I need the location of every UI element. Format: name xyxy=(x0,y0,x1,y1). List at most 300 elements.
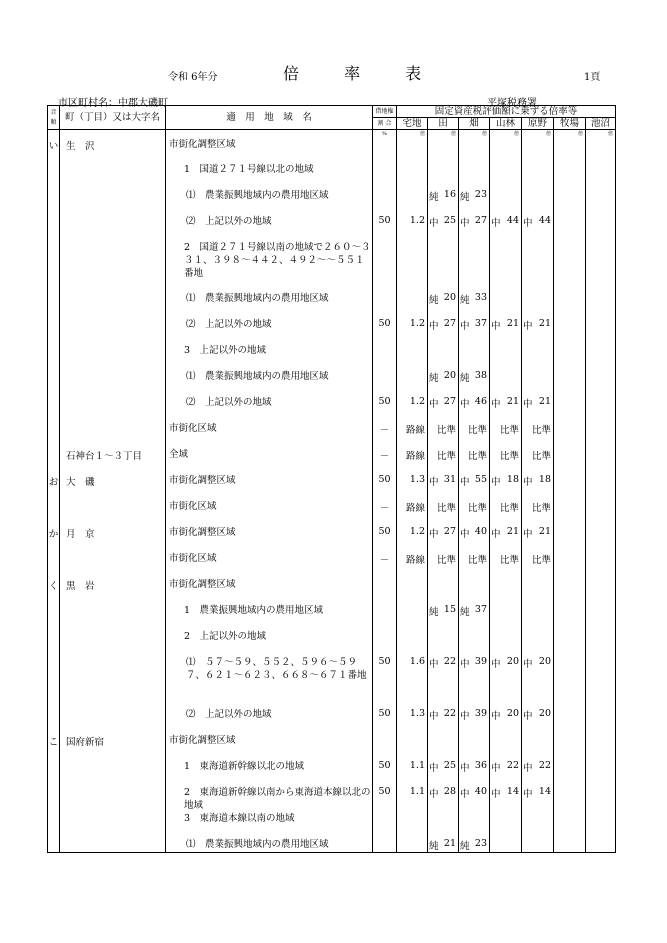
paddy-cell-prefix: 中 xyxy=(429,659,439,670)
leasehold-cell: 50 xyxy=(373,708,397,734)
wilderness-cell xyxy=(522,786,554,812)
forest-cell-prefix: 中 xyxy=(491,789,501,800)
pond-cell xyxy=(586,812,616,838)
table-row xyxy=(48,138,616,163)
area-cell: 市街化調整区域 xyxy=(166,474,373,500)
forest-header: 山林 xyxy=(490,118,522,130)
leasehold-cell xyxy=(373,630,397,656)
forest-cell xyxy=(490,474,522,500)
kana-cell: お xyxy=(48,474,60,500)
wilderness-cell xyxy=(522,734,554,760)
field-cell-prefix: 中 xyxy=(460,659,470,670)
forest-cell-prefix: 中 xyxy=(491,711,501,722)
kana-cell xyxy=(48,396,60,422)
field-cell xyxy=(459,189,490,215)
town-cell: 黒 岩 xyxy=(60,578,166,604)
multiplier-table xyxy=(47,105,616,853)
wilderness-cell-prefix: 中 xyxy=(523,477,533,488)
pasture-cell xyxy=(554,344,586,370)
leasehold-cell xyxy=(373,292,397,318)
field-cell xyxy=(459,656,490,708)
pond-cell xyxy=(586,526,616,552)
forest-cell-value: 21 xyxy=(506,526,519,537)
paddy-cell-value: 比準 xyxy=(436,425,456,436)
kana-cell xyxy=(48,786,60,812)
wilderness-cell xyxy=(522,241,554,292)
paddy-cell-prefix: 中 xyxy=(429,763,439,774)
wilderness-cell xyxy=(522,318,554,344)
wilderness-cell xyxy=(522,292,554,318)
field-cell-value: 55 xyxy=(474,474,487,485)
field-cell xyxy=(459,526,490,552)
field-cell-prefix: 中 xyxy=(460,763,470,774)
wilderness-cell-value: 21 xyxy=(538,318,551,329)
table-row xyxy=(48,344,616,370)
forest-cell xyxy=(490,734,522,760)
field-cell xyxy=(459,138,490,163)
field-cell-prefix: 中 xyxy=(460,321,470,332)
residential-cell: 1.3 xyxy=(397,474,428,500)
leasehold-cell xyxy=(373,370,397,396)
field-cell-value: 40 xyxy=(474,526,487,537)
leasehold-cell xyxy=(373,241,397,292)
table-row xyxy=(48,656,616,708)
residential-cell xyxy=(397,163,428,189)
town-cell xyxy=(60,163,166,189)
pasture-cell xyxy=(554,422,586,448)
field-cell-value: 40 xyxy=(474,786,487,797)
paddy-cell xyxy=(428,163,459,189)
area-cell: ⑵ 上記以外の地域 xyxy=(166,708,373,734)
forest-cell xyxy=(490,786,522,812)
forest-cell xyxy=(490,630,522,656)
pasture-cell xyxy=(554,241,586,292)
pond-cell xyxy=(586,838,616,852)
forest-cell xyxy=(490,163,522,189)
forest-cell-value: 14 xyxy=(506,786,519,797)
pasture-cell xyxy=(554,318,586,344)
paddy-cell xyxy=(428,760,459,786)
paddy-cell xyxy=(428,630,459,656)
paddy-cell xyxy=(428,708,459,734)
paddy-cell xyxy=(428,786,459,812)
area-cell: ⑴ 農業振興地域内の農用地区域 xyxy=(166,292,373,318)
paddy-cell-prefix: 純 xyxy=(429,373,439,384)
forest-cell xyxy=(490,318,522,344)
wilderness-cell xyxy=(522,760,554,786)
kana-cell xyxy=(48,838,60,852)
pond-cell xyxy=(586,318,616,344)
field-cell xyxy=(459,708,490,734)
paddy-cell-prefix: 中 xyxy=(429,711,439,722)
wilderness-cell-prefix: 中 xyxy=(523,711,533,722)
unit-x: 倍 xyxy=(397,130,428,139)
wilderness-cell-value: 21 xyxy=(538,396,551,407)
forest-cell xyxy=(490,215,522,241)
pond-cell xyxy=(586,370,616,396)
wilderness-cell xyxy=(522,370,554,396)
pond-cell xyxy=(586,630,616,656)
residential-cell: 路線 xyxy=(397,500,428,526)
field-cell-prefix: 中 xyxy=(460,789,470,800)
wilderness-cell-value: 22 xyxy=(538,760,551,771)
pond-cell xyxy=(586,474,616,500)
area-cell: 全域 xyxy=(166,448,373,474)
area-cell: 市街化調整区域 xyxy=(166,734,373,760)
forest-cell-value: 22 xyxy=(506,760,519,771)
kana-cell xyxy=(48,760,60,786)
pond-cell xyxy=(586,189,616,215)
wilderness-cell xyxy=(522,552,554,578)
paddy-cell xyxy=(428,734,459,760)
table-row xyxy=(48,630,616,656)
paddy-cell-value: 比準 xyxy=(436,555,456,566)
pond-header: 池沼 xyxy=(586,118,616,130)
forest-cell-prefix: 中 xyxy=(491,659,501,670)
residential-cell: 1.2 xyxy=(397,396,428,422)
leasehold-cell: 50 xyxy=(373,396,397,422)
field-cell-prefix: 中 xyxy=(460,529,470,540)
wilderness-cell-prefix: 中 xyxy=(523,529,533,540)
leasehold-header-bottom: 割 合 xyxy=(373,118,397,130)
pond-cell xyxy=(586,578,616,604)
table-row xyxy=(48,500,616,526)
pasture-cell xyxy=(554,786,586,812)
paddy-cell-prefix: 純 xyxy=(429,295,439,306)
kana-cell: か xyxy=(48,526,60,552)
forest-cell-value: 20 xyxy=(506,708,519,719)
pond-cell xyxy=(586,422,616,448)
field-cell-value: 46 xyxy=(474,396,487,407)
paddy-cell-prefix: 純 xyxy=(429,607,439,618)
leasehold-cell: 50 xyxy=(373,786,397,812)
kana-cell: こ xyxy=(48,734,60,760)
forest-cell xyxy=(490,838,522,852)
residential-cell: 1.3 xyxy=(397,708,428,734)
field-cell-prefix: 純 xyxy=(460,192,470,203)
unit-percent: % xyxy=(373,130,397,139)
wilderness-cell-value: 比準 xyxy=(531,451,551,462)
paddy-cell xyxy=(428,578,459,604)
forest-cell xyxy=(490,500,522,526)
paddy-cell-value: 27 xyxy=(443,318,456,329)
kana-cell xyxy=(48,630,60,656)
unit-x: 倍 xyxy=(554,130,586,139)
paddy-cell-prefix: 純 xyxy=(429,192,439,203)
leasehold-cell xyxy=(373,734,397,760)
unit-x: 倍 xyxy=(522,130,554,139)
paddy-cell-value: 25 xyxy=(443,215,456,226)
pasture-cell xyxy=(554,656,586,708)
town-cell: 大 磯 xyxy=(60,474,166,500)
town-cell xyxy=(60,838,166,852)
wilderness-cell xyxy=(522,708,554,734)
field-cell xyxy=(459,215,490,241)
area-cell: ⑴ 農業振興地域内の農用地区域 xyxy=(166,838,373,852)
kana-cell: く xyxy=(48,578,60,604)
pasture-cell xyxy=(554,396,586,422)
wilderness-cell xyxy=(522,656,554,708)
pasture-cell xyxy=(554,604,586,630)
pasture-cell xyxy=(554,630,586,656)
leasehold-cell xyxy=(373,578,397,604)
forest-cell xyxy=(490,292,522,318)
pond-cell xyxy=(586,215,616,241)
area-cell: ⑵ 上記以外の地域 xyxy=(166,215,373,241)
forest-cell xyxy=(490,552,522,578)
residential-cell xyxy=(397,292,428,318)
leasehold-cell: 50 xyxy=(373,318,397,344)
town-cell xyxy=(60,812,166,838)
wilderness-cell xyxy=(522,630,554,656)
wilderness-cell xyxy=(522,474,554,500)
leasehold-cell xyxy=(373,163,397,189)
unit-x: 倍 xyxy=(586,130,616,139)
residential-header: 宅地 xyxy=(397,118,428,130)
pasture-cell xyxy=(554,500,586,526)
pond-cell xyxy=(586,552,616,578)
paddy-cell-prefix: 中 xyxy=(429,529,439,540)
table-row xyxy=(48,760,616,786)
field-cell xyxy=(459,500,490,526)
paddy-cell xyxy=(428,241,459,292)
field-header: 畑 xyxy=(459,118,490,130)
residential-cell xyxy=(397,241,428,292)
wilderness-cell-prefix: 中 xyxy=(523,789,533,800)
kana-cell xyxy=(48,448,60,474)
forest-cell-value: 21 xyxy=(506,396,519,407)
area-header: 適 用 地 域 名 xyxy=(166,106,373,130)
field-cell xyxy=(459,630,490,656)
area-cell: 3 東海道本線以南の地域 xyxy=(166,812,373,838)
pasture-cell xyxy=(554,163,586,189)
residential-cell: 路線 xyxy=(397,448,428,474)
town-cell xyxy=(60,422,166,448)
area-cell: 3 上記以外の地域 xyxy=(166,344,373,370)
town-cell xyxy=(60,656,166,708)
forest-cell-value: 21 xyxy=(506,318,519,329)
leasehold-cell: 50 xyxy=(373,215,397,241)
leasehold-cell: － xyxy=(373,500,397,526)
wilderness-header: 原野 xyxy=(522,118,554,130)
town-cell xyxy=(60,604,166,630)
kana-cell xyxy=(48,292,60,318)
wilderness-cell xyxy=(522,448,554,474)
forest-cell-value: 44 xyxy=(506,215,519,226)
paddy-cell-value: 20 xyxy=(443,292,456,303)
field-cell-prefix: 純 xyxy=(460,607,470,618)
town-cell xyxy=(60,241,166,292)
table-row xyxy=(48,812,616,838)
table-row xyxy=(48,370,616,396)
pasture-cell xyxy=(554,838,586,852)
forest-cell xyxy=(490,812,522,838)
kana-header: 音順 xyxy=(48,106,60,130)
paddy-cell xyxy=(428,370,459,396)
kana-cell xyxy=(48,344,60,370)
town-cell xyxy=(60,344,166,370)
field-cell xyxy=(459,474,490,500)
pond-cell xyxy=(586,734,616,760)
kana-cell xyxy=(48,708,60,734)
forest-cell-prefix: 中 xyxy=(491,477,501,488)
paddy-cell-value: 25 xyxy=(443,760,456,771)
field-cell-value: 比準 xyxy=(467,425,487,436)
paddy-cell xyxy=(428,552,459,578)
residential-cell xyxy=(397,734,428,760)
pasture-header: 牧場 xyxy=(554,118,586,130)
paddy-cell xyxy=(428,138,459,163)
unit-x: 倍 xyxy=(428,130,459,139)
residential-cell xyxy=(397,189,428,215)
residential-cell xyxy=(397,578,428,604)
table-row xyxy=(48,215,616,241)
field-cell-value: 36 xyxy=(474,760,487,771)
paddy-cell xyxy=(428,396,459,422)
field-cell xyxy=(459,318,490,344)
kana-cell xyxy=(48,370,60,396)
wilderness-cell xyxy=(522,578,554,604)
forest-cell xyxy=(490,189,522,215)
wilderness-cell xyxy=(522,189,554,215)
leasehold-cell: 50 xyxy=(373,474,397,500)
paddy-cell-prefix: 中 xyxy=(429,321,439,332)
pasture-cell xyxy=(554,526,586,552)
area-cell: 1 農業振興地域内の農用地区域 xyxy=(166,604,373,630)
pasture-cell xyxy=(554,189,586,215)
wilderness-cell-prefix: 中 xyxy=(523,218,533,229)
paddy-cell-value: 27 xyxy=(443,396,456,407)
field-cell-value: 比準 xyxy=(467,451,487,462)
paddy-cell xyxy=(428,215,459,241)
field-cell-value: 37 xyxy=(474,318,487,329)
wilderness-cell-prefix: 中 xyxy=(523,659,533,670)
field-cell xyxy=(459,396,490,422)
forest-cell xyxy=(490,422,522,448)
wilderness-cell-prefix: 中 xyxy=(523,399,533,410)
area-cell: 2 上記以外の地域 xyxy=(166,630,373,656)
kana-cell: い xyxy=(48,138,60,163)
forest-cell-prefix: 中 xyxy=(491,399,501,410)
table-row xyxy=(48,396,616,422)
kana-cell xyxy=(48,215,60,241)
pasture-cell xyxy=(554,138,586,163)
leasehold-header-top: 借地権 xyxy=(373,106,397,118)
field-cell xyxy=(459,163,490,189)
table-row xyxy=(48,448,616,474)
forest-cell xyxy=(490,526,522,552)
forest-cell-value: 20 xyxy=(506,656,519,667)
field-cell-prefix: 純 xyxy=(460,373,470,384)
town-cell xyxy=(60,552,166,578)
fixed-asset-group-header: 固定資産税評価額に乗ずる倍率等 xyxy=(397,106,616,118)
forest-cell xyxy=(490,656,522,708)
area-cell: 1 東海道新幹線以北の地域 xyxy=(166,760,373,786)
forest-cell xyxy=(490,344,522,370)
paddy-cell xyxy=(428,448,459,474)
leasehold-cell: － xyxy=(373,552,397,578)
field-cell-prefix: 中 xyxy=(460,218,470,229)
paddy-cell xyxy=(428,838,459,852)
town-cell xyxy=(60,630,166,656)
paddy-cell-value: 21 xyxy=(443,838,456,849)
kana-cell xyxy=(48,604,60,630)
table-row xyxy=(48,422,616,448)
forest-cell-value: 18 xyxy=(506,474,519,485)
table-row xyxy=(48,163,616,189)
area-cell: 2 国道２７１号線以南の地域で２６０〜３３１、３９８〜４４２、４９２〜〜５５１番地 xyxy=(166,241,373,292)
tax-office-label: 平塚税務署 xyxy=(487,98,537,109)
paddy-cell-value: 28 xyxy=(443,786,456,797)
pond-cell xyxy=(586,344,616,370)
town-cell xyxy=(60,500,166,526)
forest-cell-prefix: 中 xyxy=(491,218,501,229)
town-cell xyxy=(60,396,166,422)
paddy-cell xyxy=(428,189,459,215)
leasehold-cell: － xyxy=(373,422,397,448)
paddy-cell xyxy=(428,604,459,630)
field-cell-prefix: 純 xyxy=(460,295,470,306)
leasehold-cell: － xyxy=(373,448,397,474)
paddy-cell-value: 22 xyxy=(443,656,456,667)
forest-cell xyxy=(490,370,522,396)
area-cell: ⑴ 農業振興地域内の農用地区域 xyxy=(166,370,373,396)
forest-cell-prefix: 中 xyxy=(491,321,501,332)
paddy-cell-value: 31 xyxy=(443,474,456,485)
leasehold-cell xyxy=(373,838,397,852)
leasehold-cell: 50 xyxy=(373,656,397,708)
forest-cell-value: 比準 xyxy=(499,555,519,566)
table-row xyxy=(48,604,616,630)
residential-cell xyxy=(397,344,428,370)
wilderness-cell xyxy=(522,604,554,630)
field-cell xyxy=(459,292,490,318)
paddy-cell xyxy=(428,344,459,370)
forest-cell xyxy=(490,760,522,786)
area-cell: 市街化区域 xyxy=(166,422,373,448)
residential-cell: 路線 xyxy=(397,552,428,578)
wilderness-cell-value: 14 xyxy=(538,786,551,797)
field-cell xyxy=(459,370,490,396)
paddy-cell xyxy=(428,500,459,526)
forest-cell xyxy=(490,448,522,474)
paddy-cell-value: 22 xyxy=(443,708,456,719)
paddy-cell xyxy=(428,318,459,344)
paddy-cell-value: 27 xyxy=(443,526,456,537)
paddy-cell-value: 比準 xyxy=(436,503,456,514)
field-cell-value: 23 xyxy=(474,838,487,849)
kana-cell xyxy=(48,318,60,344)
pond-cell xyxy=(586,241,616,292)
table-row xyxy=(48,734,616,760)
town-header: 町（丁目）又は大字名 xyxy=(60,106,166,130)
field-cell xyxy=(459,812,490,838)
paddy-cell xyxy=(428,422,459,448)
wilderness-cell-value: 20 xyxy=(538,708,551,719)
pond-cell xyxy=(586,448,616,474)
pond-cell xyxy=(586,760,616,786)
wilderness-cell xyxy=(522,215,554,241)
town-cell: 月 京 xyxy=(60,526,166,552)
wilderness-cell xyxy=(522,344,554,370)
field-cell xyxy=(459,604,490,630)
table-row xyxy=(48,786,616,812)
pond-cell xyxy=(586,708,616,734)
table-row xyxy=(48,552,616,578)
town-cell xyxy=(60,370,166,396)
town-cell: 石神台１〜３丁目 xyxy=(60,448,166,474)
paddy-cell-prefix: 中 xyxy=(429,477,439,488)
